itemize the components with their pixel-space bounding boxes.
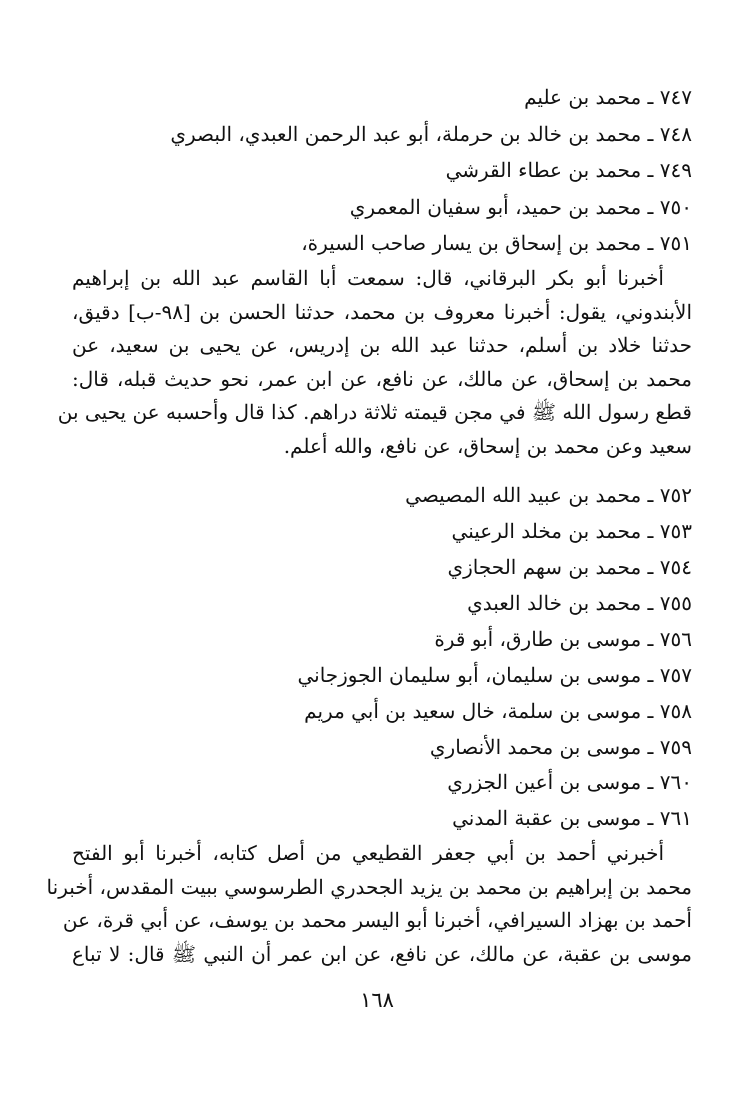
entry-dash: ـ (641, 483, 660, 507)
entry-number: ٧٥٢ (659, 483, 692, 507)
entry-number: ٧٥٣ (659, 519, 692, 543)
entry-text: موسى بن سلمة، خال سعيد بن أبي مريم (304, 699, 642, 723)
entry-number: ٧٥٤ (659, 555, 692, 579)
entry-760 (447, 765, 692, 799)
paragraph-line: محمد بن إبراهيم بن محمد بن يزيد الجحدري الطرسوسي ببيت المقدس، أخبرنا (46, 874, 692, 899)
paragraph-isnad-2 (46, 837, 692, 971)
entry-761 (452, 801, 692, 835)
entry-text: محمد بن حميد، أبو سفيان المعمري (349, 195, 642, 219)
entry-number: ٧٥٥ (659, 591, 692, 615)
paragraph-line: أخبرنا أبو بكر البرقاني، قال: سمعت أبا القاسم عبد الله بن إبراهيم (72, 266, 664, 290)
entry-749 (446, 153, 692, 187)
paragraph-line: محمد بن إسحاق، عن مالك، عن نافع، عن ابن عمر، نحو حديث قبله، قال: (72, 366, 692, 391)
paragraph-line: حدثنا خلاد بن أسلم، حدثنا عبد الله بن إدريس، عن يحيى بن سعيد، عن (72, 333, 692, 357)
entry-754 (447, 550, 692, 584)
entry-dash: ـ (641, 591, 660, 615)
entry-dash: ـ (641, 699, 660, 723)
entry-number: ٧٥٨ (659, 699, 692, 723)
entry-number: ٧٥٧ (659, 663, 692, 687)
entry-748 (170, 117, 692, 151)
entry-dash: ـ (641, 195, 660, 219)
entry-752 (405, 478, 692, 512)
paragraph-line: أخبرني أحمد بن أبي جعفر القطيعي من أصل كتابه، أخبرنا أبو الفتح (72, 841, 664, 865)
entry-dash: ـ (641, 555, 660, 579)
paragraph-isnad-1 (57, 262, 692, 463)
entry-number: ٧٥٠ (659, 195, 692, 219)
entry-text: محمد بن عطاء القرشي (445, 158, 642, 182)
entry-text: موسى بن طارق، أبو قرة (434, 627, 642, 651)
entry-dash: ـ (641, 85, 660, 109)
entry-758 (304, 694, 692, 728)
entry-number: ٧٤٨ (659, 122, 692, 146)
entry-753 (452, 514, 692, 548)
entry-text: محمد بن مخلد الرعيني (451, 519, 642, 543)
entry-dash: ـ (641, 231, 660, 255)
page-number: ١٦٨ (360, 988, 394, 1012)
entry-number: ٧٥٦ (659, 627, 692, 651)
paragraph-line: أحمد بن بهزاد السيرافي، أخبرنا أبو اليسر محمد بن يوسف، عن أبي قرة، عن (62, 908, 692, 932)
paragraph-line: سعيد وعن محمد بن إسحاق، عن نافع، والله أعلم. (283, 433, 692, 458)
entry-text: موسى بن أعين الجزري (447, 770, 642, 794)
entry-number: ٧٥٩ (659, 735, 692, 759)
paragraph-line: قطع رسول الله ﷺ في مجن قيمته ثلاثة دراهم. كذا قال وأحسبه عن يحيى بن (57, 400, 692, 424)
paragraph-line: الأبندوني، يقول: أخبرنا معروف بن محمد، حدثنا الحسن بن [٩٨-ب] دقيق، (72, 299, 692, 324)
entry-text: موسى بن محمد الأنصاري (429, 735, 642, 759)
entry-text: محمد بن خالد بن حرملة، أبو عبد الرحمن العبدي، البصري (170, 122, 642, 146)
entry-text: محمد بن عليم (524, 85, 642, 109)
entry-dash: ـ (641, 627, 660, 651)
entry-dash: ـ (641, 770, 660, 794)
entry-number: ٧٥١ (659, 231, 692, 255)
entry-text: محمد بن إسحاق بن يسار صاحب السيرة، (301, 231, 642, 255)
entry-number: ٧٤٩ (659, 158, 692, 182)
entry-number: ٧٦١ (659, 806, 692, 830)
entry-751 (301, 226, 692, 260)
entry-dash: ـ (641, 158, 660, 182)
entry-755 (467, 586, 692, 620)
entry-756 (434, 622, 692, 656)
entry-text: محمد بن عبيد الله المصيصي (405, 483, 642, 507)
entry-750 (350, 190, 692, 224)
entry-dash: ـ (641, 519, 660, 543)
entry-text: موسى بن سليمان، أبو سليمان الجوزجاني (297, 663, 642, 687)
entry-number: ٧٤٧ (659, 85, 692, 109)
entry-747 (524, 80, 692, 114)
entry-dash: ـ (641, 122, 660, 146)
entry-dash: ـ (641, 735, 660, 759)
entry-dash: ـ (641, 663, 660, 687)
entry-757 (297, 658, 692, 692)
entry-text: محمد بن خالد العبدي (467, 591, 642, 615)
paragraph-line: موسى بن عقبة، عن مالك، عن نافع، عن ابن عمر أن النبي ﷺ قال: لا تباع (72, 941, 692, 966)
entry-759 (430, 730, 692, 764)
entry-text: محمد بن سهم الحجازي (447, 555, 642, 579)
entry-dash: ـ (641, 806, 660, 830)
entry-number: ٧٦٠ (659, 770, 692, 794)
entry-text: موسى بن عقبة المدني (452, 806, 642, 830)
